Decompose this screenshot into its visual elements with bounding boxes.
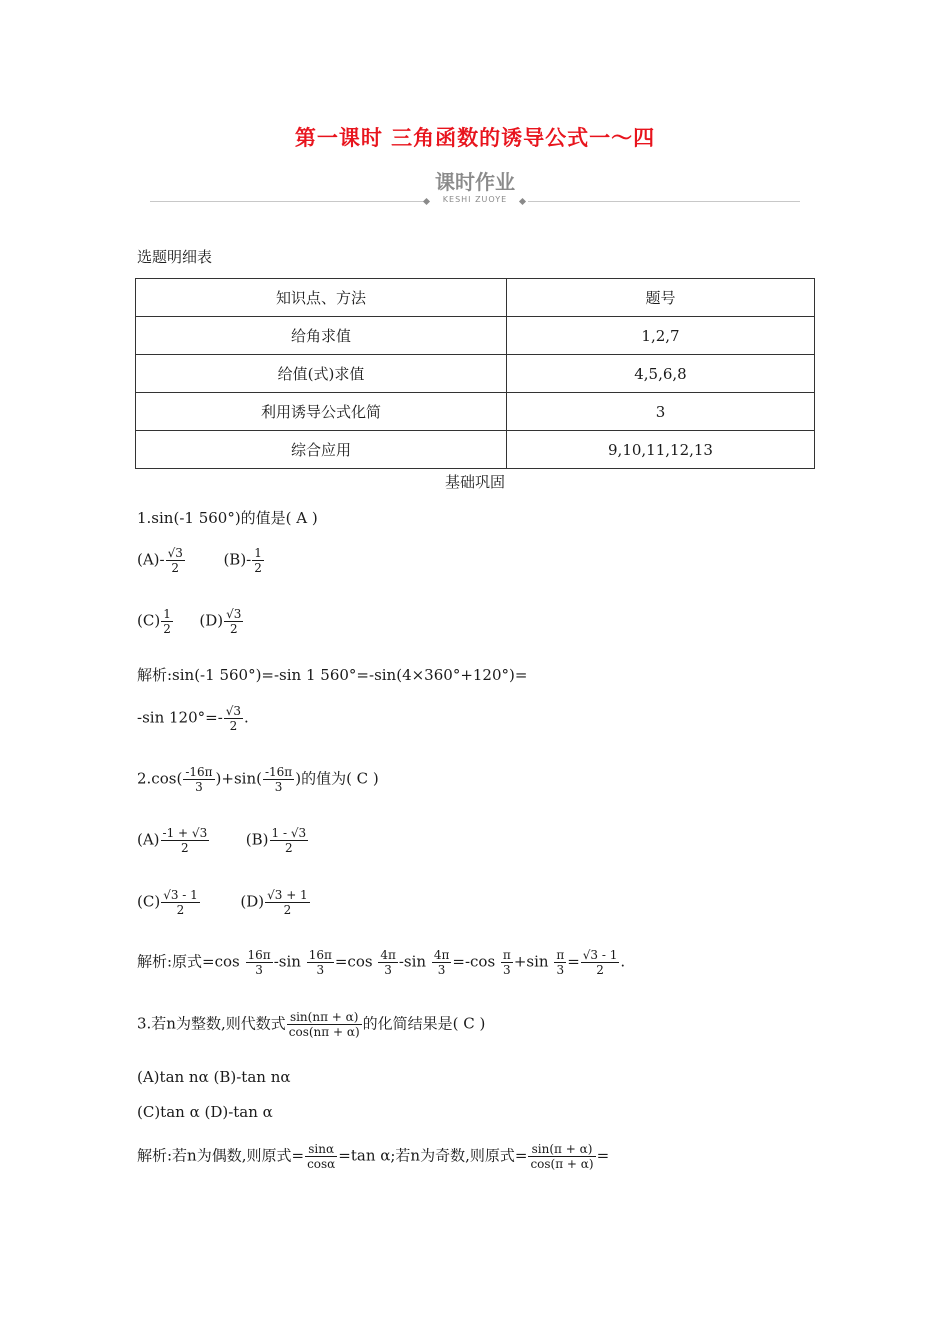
table-cell: 给值(式)求值 bbox=[136, 355, 507, 393]
option-label: (A) bbox=[137, 830, 160, 849]
fraction: $\frac{\sin\alpha}{\cos\alpha}$ bbox=[307, 1142, 336, 1171]
page-title: 第一课时 三角函数的诱导公式一～四 bbox=[294, 126, 656, 150]
table-header-row bbox=[136, 279, 815, 317]
table-row bbox=[136, 393, 815, 431]
fraction: $\frac{-16\pi}{3}$ bbox=[185, 765, 213, 794]
q2-solution: 解析:原式=cos $\frac{16\pi}{3}$ -sin $\frac{16\pi}{3}$ =cos $\frac{4\pi}{3}$ -sin $\frac{4\pi}{3}$ =-cos $\frac{\pi}{3}$ +sin $\frac{\pi}{3}$ = $\frac{√3 - 1}{2}$ . bbox=[137, 948, 626, 977]
fraction: $\frac{1 - √3}{2}$ bbox=[271, 826, 307, 855]
table-cell: 1,2,7 bbox=[507, 317, 815, 355]
fraction: $\frac{√3}{2}$ bbox=[167, 546, 183, 575]
q1-solution-line2: -sin 120°=- $\frac{√3}{2}$ . bbox=[137, 704, 249, 733]
q2-options-cd bbox=[137, 888, 311, 917]
q1-options-cd bbox=[137, 607, 244, 636]
table-cell: 4,5,6,8 bbox=[507, 355, 815, 393]
option-label: (A)- bbox=[137, 550, 165, 569]
q2-options-ab bbox=[137, 826, 309, 855]
fraction: $\frac{\sin(n\pi + \alpha)}{\cos(n\pi + \alpha)}$ bbox=[288, 1010, 360, 1039]
option-label: (D) bbox=[240, 892, 265, 911]
option-label: (B) bbox=[245, 830, 269, 849]
fraction: $\frac{√3}{2}$ bbox=[225, 704, 242, 733]
fraction: $\frac{\sin(\pi + \alpha)}{\cos(\pi + \alpha)}$ bbox=[530, 1142, 594, 1171]
q1-options-ab bbox=[137, 546, 265, 575]
table-cell: 给角求值 bbox=[136, 317, 507, 355]
table-cell: 9,10,11,12,13 bbox=[507, 431, 815, 469]
option-label: (C) bbox=[137, 892, 161, 911]
option-label: (B)- bbox=[223, 550, 252, 569]
fraction: $\frac{16\pi}{3}$ bbox=[308, 948, 332, 977]
fraction: $\frac{4\pi}{3}$ bbox=[380, 948, 396, 977]
fraction: $\frac{16\pi}{3}$ bbox=[247, 948, 271, 977]
fraction: $\frac{√3 + 1}{2}$ bbox=[267, 888, 308, 917]
table-row bbox=[136, 355, 815, 393]
table-row bbox=[136, 431, 815, 469]
table-cell: 综合应用 bbox=[136, 431, 507, 469]
fraction: $\frac{\pi}{3}$ bbox=[502, 948, 511, 977]
table-cell: 利用诱导公式化简 bbox=[136, 393, 507, 431]
q1-solution-line1: 解析:sin(-1 560°)=-sin 1 560°=-sin(4×360°+120°)= bbox=[137, 666, 528, 684]
option-label: (C) bbox=[137, 611, 161, 630]
q3-stem: 3.若n为整数,则代数式 $\frac{\sin(n\pi + \alpha)}{\cos(n\pi + \alpha)}$ 的化简结果是( C ) bbox=[137, 1010, 486, 1039]
fraction: $\frac{\pi}{3}$ bbox=[556, 948, 565, 977]
question-table bbox=[135, 278, 815, 469]
table-row bbox=[136, 317, 815, 355]
table-header-cell: 题号 bbox=[507, 279, 815, 317]
fraction: $\frac{√3}{2}$ bbox=[226, 607, 242, 636]
subtitle-pinyin: KESHI ZUOYE bbox=[442, 195, 508, 204]
fraction: $\frac{4\pi}{3}$ bbox=[433, 948, 450, 977]
option-label: (D) bbox=[199, 611, 224, 630]
fraction: $\frac{-16\pi}{3}$ bbox=[264, 765, 293, 794]
fraction: $\frac{1}{2}$ bbox=[254, 546, 262, 575]
section-title: 基础巩固 bbox=[444, 473, 505, 491]
fraction: $\frac{-1 + √3}{2}$ bbox=[162, 826, 208, 855]
table-caption: 选题明细表 bbox=[137, 248, 213, 266]
fraction: $\frac{1}{2}$ bbox=[163, 607, 171, 636]
table-cell: 3 bbox=[507, 393, 815, 431]
fraction: $\frac{√3 - 1}{2}$ bbox=[582, 948, 618, 977]
fraction: $\frac{√3 - 1}{2}$ bbox=[163, 888, 198, 917]
q3-options-ab: (A)tan nα (B)-tan nα bbox=[137, 1068, 291, 1086]
section-subtitle: 课时作业 bbox=[435, 170, 515, 194]
q1-stem: 1.sin(-1 560°)的值是( A ) bbox=[137, 509, 318, 527]
q3-options-cd: (C)tan α (D)-tan α bbox=[137, 1103, 273, 1121]
q3-solution: 解析:若n为偶数,则原式= $\frac{\sin\alpha}{\cos\alpha}$ =tan α;若n为奇数,则原式= $\frac{\sin(\pi + \alpha)}{\cos(\pi + \alpha)}$ = bbox=[137, 1142, 610, 1171]
divider-right bbox=[528, 201, 800, 202]
table-header-cell: 知识点、方法 bbox=[136, 279, 507, 317]
q2-stem: 2.cos( $\frac{-16\pi}{3}$ )+sin( $\frac{-16\pi}{3}$ )的值为( C ) bbox=[137, 765, 379, 794]
